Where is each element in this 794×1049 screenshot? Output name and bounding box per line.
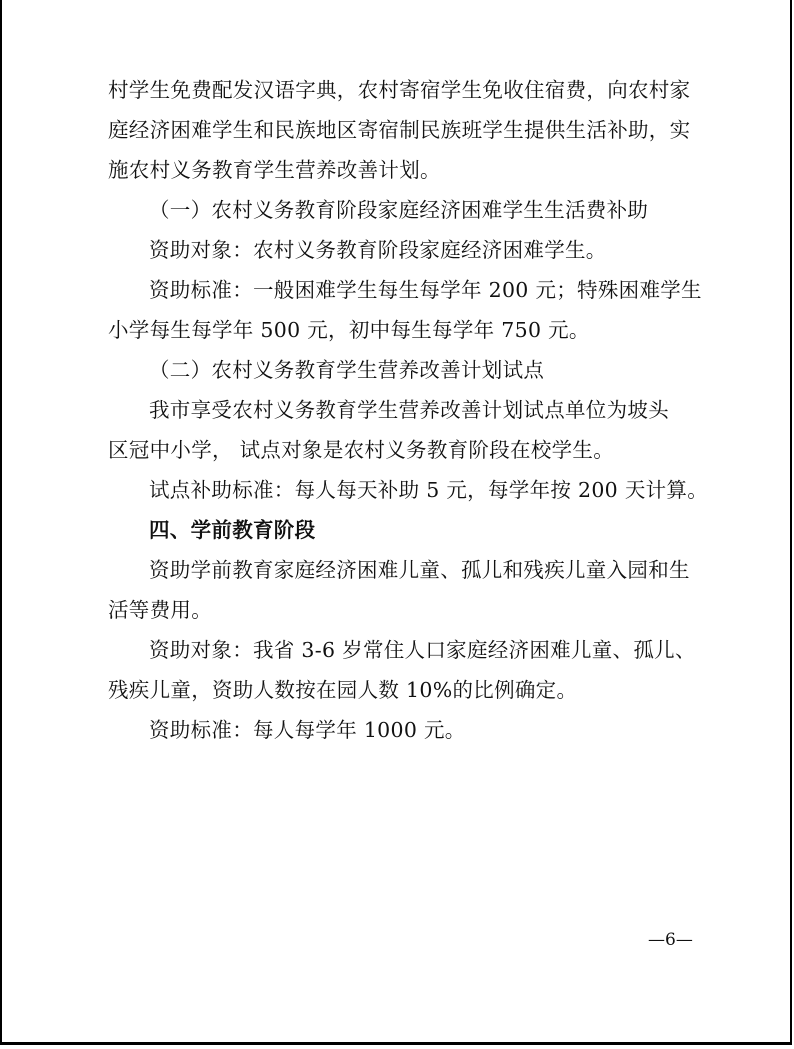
paragraph-line: 资助标准：一般困难学生每生每学年 200 元；特殊困难学生: [149, 278, 702, 302]
paragraph-line: 资助学前教育家庭经济困难儿童、孤儿和残疾儿童入园和生: [149, 558, 690, 582]
paragraph-line: 区冠中小学， 试点对象是农村义务教育阶段在校学生。: [108, 438, 615, 462]
paragraph-line: 我市享受农村义务教育学生营养改善计划试点单位为坡头: [149, 398, 669, 422]
paragraph-line: 资助标准：每人每学年 1000 元。: [149, 718, 466, 742]
paragraph-line: 施农村义务教育学生营养改善计划。: [108, 158, 441, 182]
paragraph-line: 庭经济困难学生和民族地区寄宿制民族班学生提供生活补助，实: [108, 118, 691, 142]
paragraph-line: 村学生免费配发汉语字典，农村寄宿学生免收住宿费，向农村家: [108, 78, 691, 102]
paragraph-line: 资助对象：农村义务教育阶段家庭经济困难学生。: [149, 238, 607, 262]
section-heading: 四、学前教育阶段: [149, 518, 316, 542]
paragraph-line: 试点补助标准：每人每天补助 5 元，每学年按 200 天计算。: [149, 478, 709, 502]
paragraph-line: 资助对象：我省 3-6 岁常住人口家庭经济困难儿童、孤儿、: [149, 638, 696, 662]
subheading-1: （一）农村义务教育阶段家庭经济困难学生生活费补助: [149, 198, 649, 222]
document-body: [108, 70, 709, 750]
paragraph-line: 残疾儿童，资助人数按在园人数 10%的比例确定。: [108, 678, 578, 702]
paragraph-line: 活等费用。: [108, 598, 212, 622]
paragraph-line: 小学每生每学年 500 元，初中每生每学年 750 元。: [108, 318, 590, 342]
page-number: —6—: [648, 930, 693, 950]
subheading-2: （二）农村义务教育学生营养改善计划试点: [149, 358, 545, 382]
